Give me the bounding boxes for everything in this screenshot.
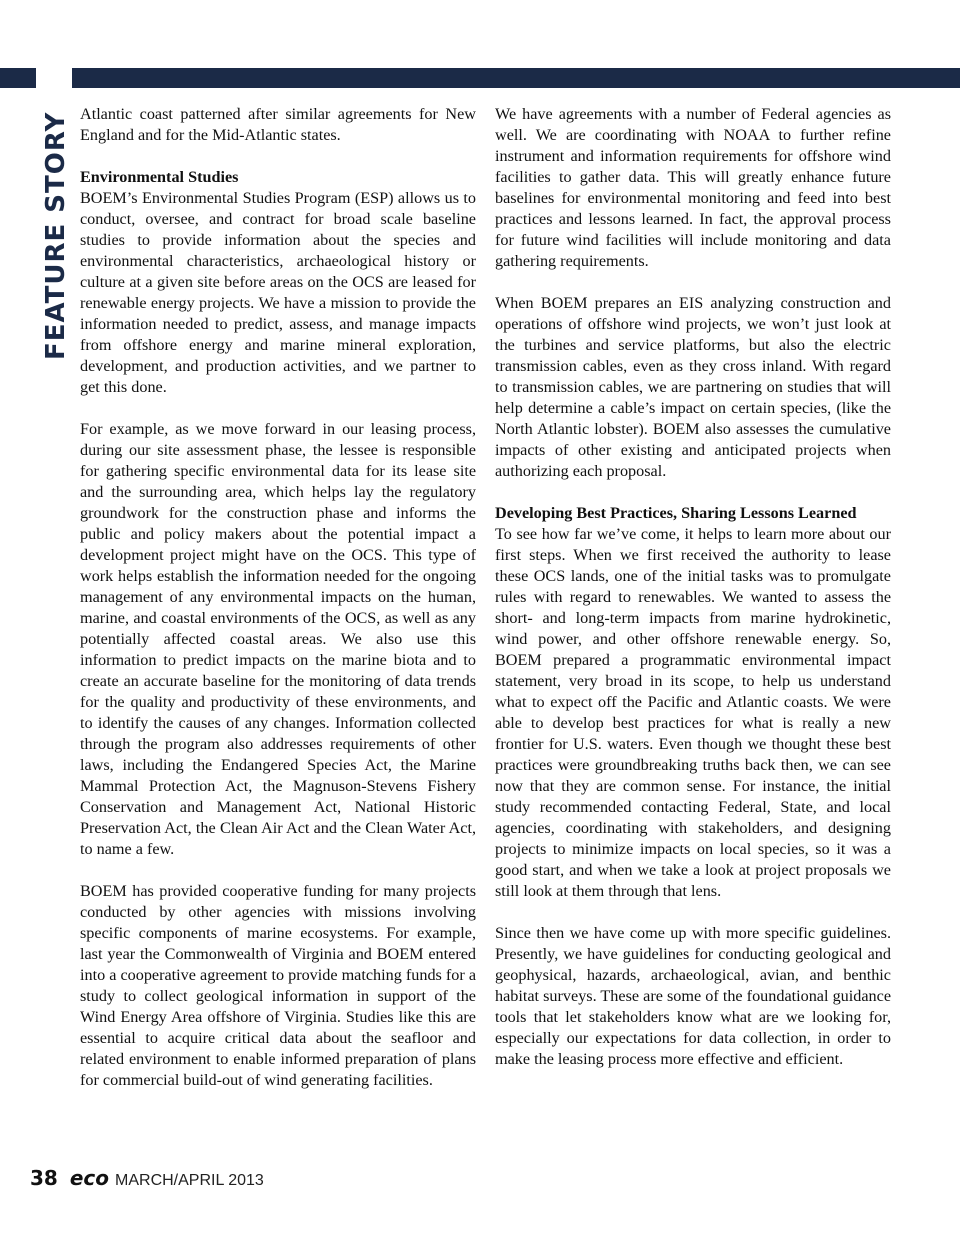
header-bar-left xyxy=(0,68,36,88)
paragraph: Atlantic coast patterned after similar agreements for New England and for the Mid-Atlantic states. xyxy=(80,105,476,144)
paragraph: BOEM has provided cooperative funding for many projects conducted by other agencies with missions involving specific components of marine ecosystems. For example, last year the Commonwealth of Virginia and BOEM entered into a cooperative agreement to provide matching funds for a study to collect geological information in support of the Wind Energy Area offshore of Virginia. Studies like this are essential to acquire critical data about the seafloor and related environment to enable informed preparation of plans for commercial build-out of wind generating facilities. xyxy=(80,882,477,1089)
page-number: 38 xyxy=(30,1166,58,1190)
paragraph: To see how far we’ve come, it helps to learn more about our first steps. When we first received the authority to lease these OCS lands, one of the initial tasks was to promulgate rules with regard to renewables. We wanted to assess the short- and long-term impacts from marine hydrokinetic, wind power, and other offshore renewable energy. So, BOEM prepared a programmatic environmental impact statement, very broad in its scope, to help us understand what to expect off the Pacific and Atlantic coasts. We were able to develop best practices for what is really a new frontier for U.S. waters. Even though we thought these best practices were groundbreaking truths back then, we can see now that they are common sense. For instance, the initial study recommended contacting Federal, State, and local agencies, coordinating with stakeholders, and designing projects to minimize impacts on local species, so it was a good start, and when we take a look at project proposals we still look at them through that lens. xyxy=(495,525,891,900)
paragraph: BOEM’s Environmental Studies Program (ESP) allows us to conduct, oversee, and contract for broad scale baseline studies to provide information about the species and environmental characteristics, archaeological history or culture at a given site before areas on the OCS are leased for renewable energy projects. We have a mission to provide the information needed to predict, assess, and manage impacts from offshore energy and marine mineral exploration, development, and production activities, and we partner to get this done. xyxy=(80,189,476,396)
section-heading: Developing Best Practices, Sharing Lessons Learned xyxy=(495,504,857,522)
header-bar-right xyxy=(72,68,960,88)
paragraph: For example, as we move forward in our leasing process, during our site assessment phase, the lessee is responsible for gathering specific environmental data for its lease site and the surrounding area, which helps lay the regulatory groundwork for the construction phase and informs the public and policy makers about the potential impact a development project might have on the OCS. This type of work helps establish the information needed for the ongoing management of any environmental impacts on the human, marine, and coastal environments of the OCS, as well as any potentially affected coastal areas. We also use this information to predict impacts on the marine biota and to create an accurate baseline for the monitoring of data trends for the quality and productivity of these environments, and to identify the causes of any changes. Information collected through the program also addresses requirements of other laws, including the Endangered Species Act, the Marine Mammal Protection Act, the Magnuson-Stevens Fishery Conservation and Management Act, National Historic Preservation Act, the Clean Air Act and the Clean Water Act, to name a few. xyxy=(80,420,476,858)
page-footer xyxy=(30,1166,264,1194)
paragraph: Since then we have come up with more specific guidelines. Presently, we have guidelines for conducting geological and geophysical, hazards, archaeological, avian, and benthic habitat surveys. These are some of the foundational guidance tools that let stakeholders know what are we looking for, especially our expectations for data collection, in order to make the leasing process more effective and efficient. xyxy=(495,924,891,1068)
section-label: FEATURE STORY xyxy=(41,111,71,360)
section-heading: Environmental Studies xyxy=(80,168,239,186)
magazine-name: eco xyxy=(69,1166,110,1190)
issue-date: MARCH/APRIL 2013 xyxy=(115,1172,264,1189)
left-column xyxy=(80,104,476,1112)
right-column xyxy=(495,104,891,1091)
paragraph: When BOEM prepares an EIS analyzing construction and operations of offshore wind projects, we won’t just look at the turbines and service platforms, but also the electric transmission cables, even as they cross inland. With regard to transmission cables, we are partnering on studies that will help determine a cable’s impact on certain species, (like the North Atlantic lobster). BOEM also assesses the cumulative impacts of other existing and anticipated projects when authorizing each proposal. xyxy=(495,294,891,480)
paragraph: We have agreements with a number of Federal agencies as well. We are coordinating with NOAA to further refine instrument and information requirements for offshore wind facilities to gather data. This will greatly enhance future baselines for environmental monitoring and feed into best practices and lessons learned. In fact, the approval process for future wind facilities will include monitoring and data gathering requirements. xyxy=(495,105,891,270)
